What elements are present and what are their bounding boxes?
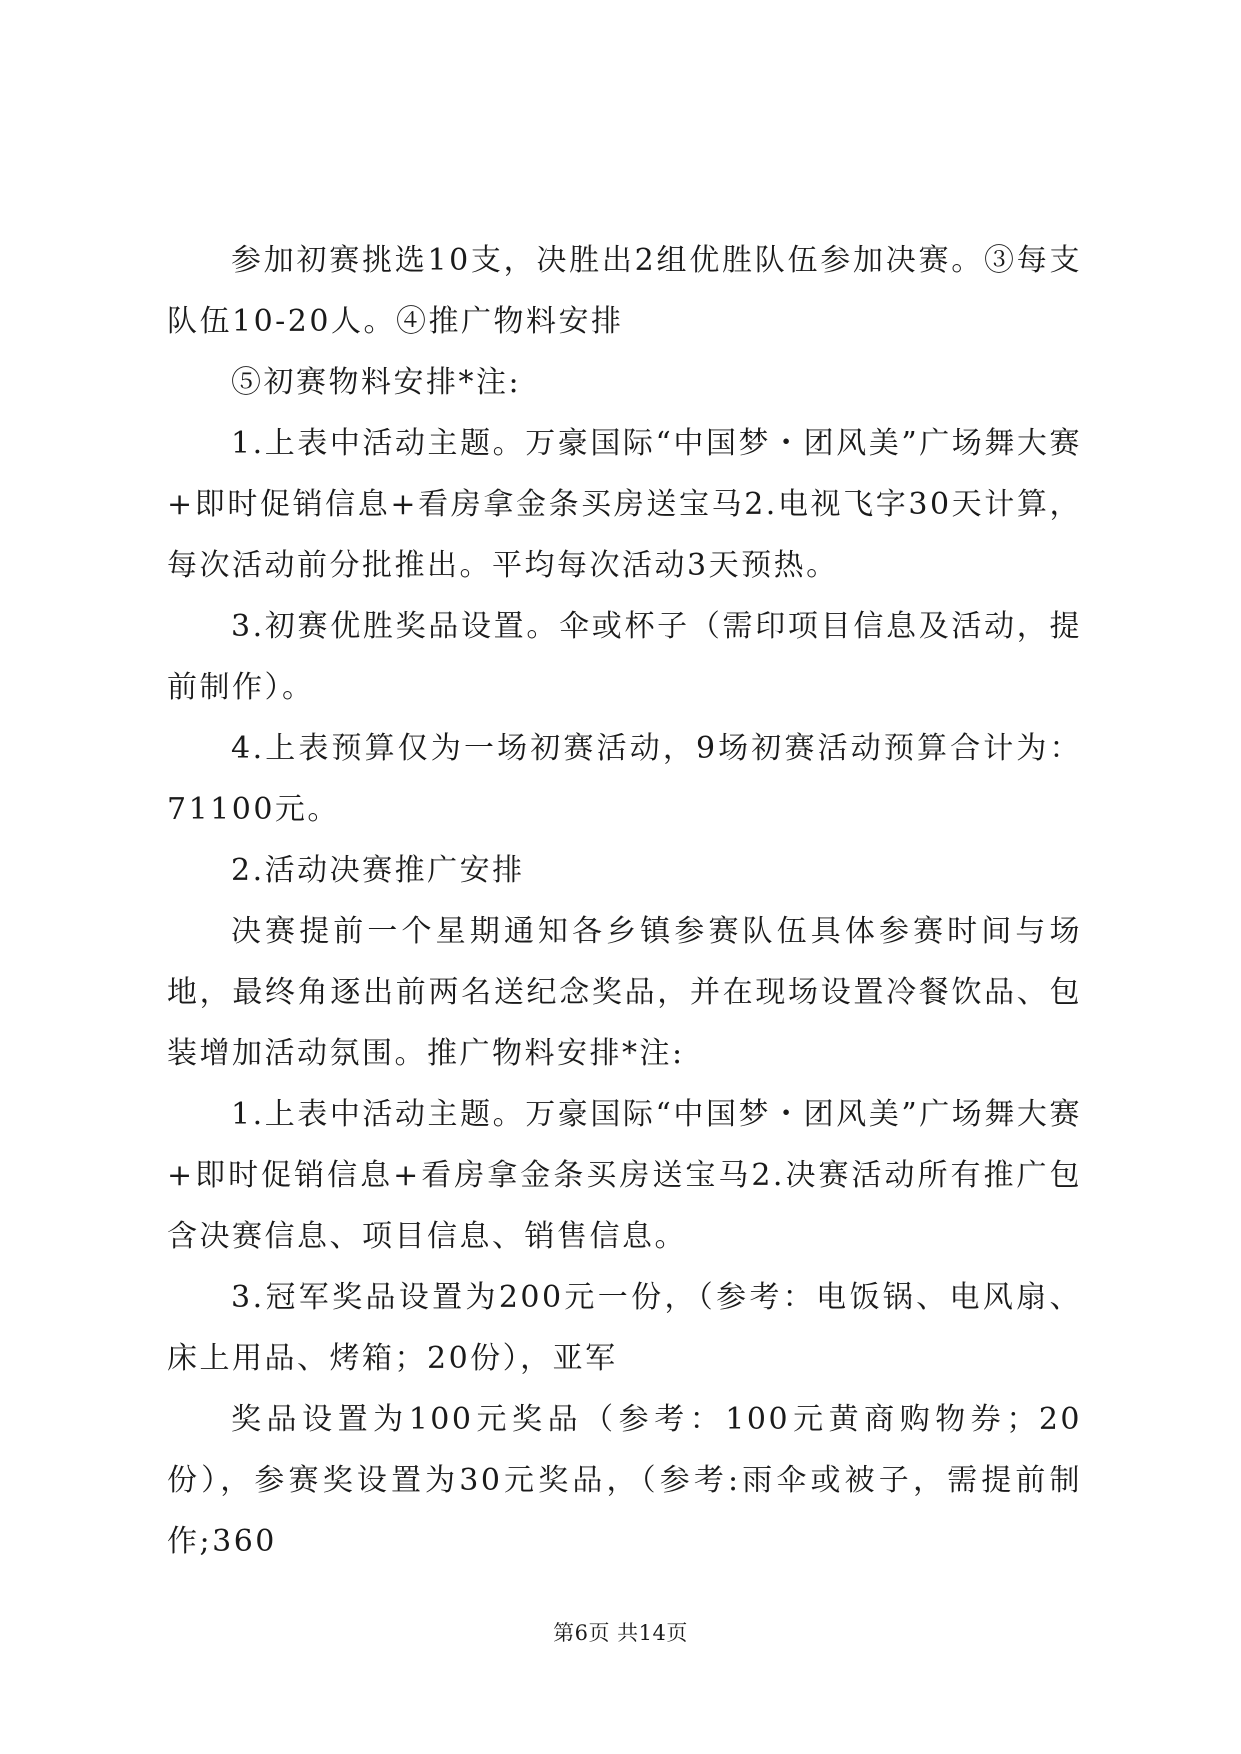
paragraph-6: 2.活动决赛推广安排 (231, 853, 525, 888)
paragraph-3: 1.上表中活动主题。万豪国际“中国梦・团风美”广场舞大赛+即时促销信息+看房拿金条买房送宝马2.电视飞字30天计算，每次活动前分批推出。平均每次活动3天预热。 (167, 426, 1082, 583)
page-number-footer: 第6页 共14页 (553, 1621, 688, 1645)
paragraph-5: 4.上表预算仅为一场初赛活动，9场初赛活动预算合计为：71100元。 (167, 731, 1082, 827)
paragraph-2: ⑤初赛物料安排*注: (231, 365, 522, 400)
paragraph-1: 参加初赛挑选10支，决胜出2组优胜队伍参加决赛。③每支队伍10-20人。④推广物料安排 (167, 243, 1082, 339)
paragraph-10: 奖品设置为100元奖品（参考：100元黄商购物券；20份），参赛奖设置为30元奖品，（参考:雨伞或被子，需提前制作;360 (167, 1402, 1082, 1559)
paragraph-9: 3.冠军奖品设置为200元一份，（参考：电饭锅、电风扇、床上用品、烤箱；20份），亚军 (167, 1280, 1082, 1376)
paragraph-8: 1.上表中活动主题。万豪国际“中国梦・团风美”广场舞大赛+即时促销信息+看房拿金条买房送宝马2.决赛活动所有推广包含决赛信息、项目信息、销售信息。 (167, 1097, 1082, 1254)
document-body (167, 230, 1082, 1572)
paragraph-4: 3.初赛优胜奖品设置。伞或杯子（需印项目信息及活动，提前制作）。 (167, 609, 1082, 705)
paragraph-7: 决赛提前一个星期通知各乡镇参赛队伍具体参赛时间与场地，最终角逐出前两名送纪念奖品，并在现场设置冷餐饮品、包装增加活动氛围。推广物料安排*注: (167, 914, 1082, 1071)
